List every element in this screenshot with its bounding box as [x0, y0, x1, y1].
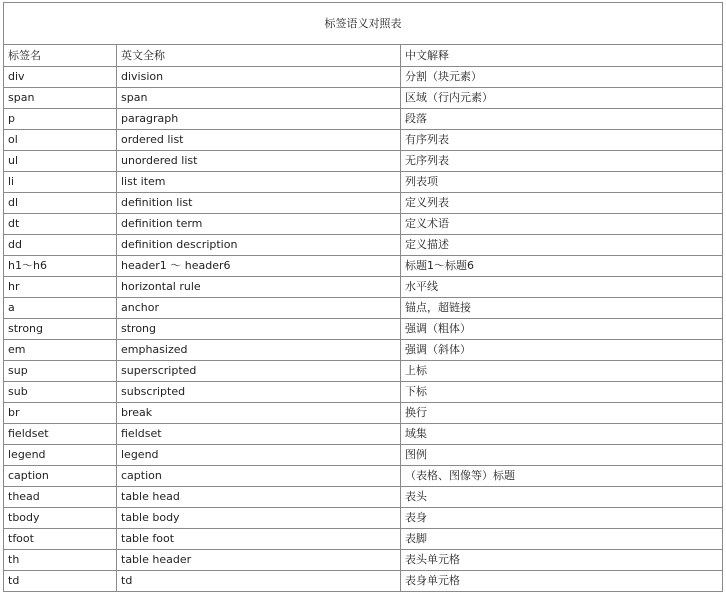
cell-english-name: emphasized	[117, 340, 401, 361]
cell-tag-name: hr	[4, 277, 117, 298]
cell-english-name: legend	[117, 445, 401, 466]
cell-chinese-meaning: 无序列表	[401, 151, 723, 172]
cell-chinese-meaning: 强调（斜体）	[401, 340, 723, 361]
cell-tag-name: span	[4, 88, 117, 109]
cell-tag-name: sub	[4, 382, 117, 403]
cell-tag-name: em	[4, 340, 117, 361]
table-row	[4, 130, 723, 151]
cell-english-name: caption	[117, 466, 401, 487]
cell-english-name: definition description	[117, 235, 401, 256]
cell-english-name: horizontal rule	[117, 277, 401, 298]
table-row	[4, 445, 723, 466]
cell-tag-name: dt	[4, 214, 117, 235]
table-row	[4, 571, 723, 592]
cell-english-name: fieldset	[117, 424, 401, 445]
table-row	[4, 193, 723, 214]
cell-chinese-meaning: 表头单元格	[401, 550, 723, 571]
cell-english-name: definition term	[117, 214, 401, 235]
cell-english-name: definition list	[117, 193, 401, 214]
table-row	[4, 151, 723, 172]
cell-english-name: paragraph	[117, 109, 401, 130]
cell-chinese-meaning: 区域（行内元素）	[401, 88, 723, 109]
cell-tag-name: caption	[4, 466, 117, 487]
cell-chinese-meaning: 图例	[401, 445, 723, 466]
cell-tag-name: dl	[4, 193, 117, 214]
cell-chinese-meaning: 表头	[401, 487, 723, 508]
cell-chinese-meaning: 表身单元格	[401, 571, 723, 592]
table-row	[4, 403, 723, 424]
cell-english-name: ordered list	[117, 130, 401, 151]
table-row	[4, 361, 723, 382]
cell-tag-name: a	[4, 298, 117, 319]
title-row	[4, 3, 723, 45]
header-tag-name: 标签名	[4, 45, 117, 67]
cell-chinese-meaning: 定义列表	[401, 193, 723, 214]
cell-tag-name: p	[4, 109, 117, 130]
table-row	[4, 529, 723, 550]
table-row	[4, 508, 723, 529]
cell-english-name: table head	[117, 487, 401, 508]
cell-chinese-meaning: 下标	[401, 382, 723, 403]
table-row	[4, 277, 723, 298]
cell-english-name: span	[117, 88, 401, 109]
tag-semantics-table	[3, 2, 723, 592]
cell-tag-name: h1～h6	[4, 256, 117, 277]
cell-english-name: strong	[117, 319, 401, 340]
header-row	[4, 45, 723, 67]
cell-chinese-meaning: （表格、图像等）标题	[401, 466, 723, 487]
cell-english-name: table foot	[117, 529, 401, 550]
cell-english-name: break	[117, 403, 401, 424]
cell-tag-name: tbody	[4, 508, 117, 529]
cell-chinese-meaning: 强调（粗体）	[401, 319, 723, 340]
cell-chinese-meaning: 定义术语	[401, 214, 723, 235]
table-row	[4, 235, 723, 256]
cell-chinese-meaning: 定义描述	[401, 235, 723, 256]
cell-tag-name: tfoot	[4, 529, 117, 550]
cell-english-name: header1 ～ header6	[117, 256, 401, 277]
cell-chinese-meaning: 水平线	[401, 277, 723, 298]
cell-tag-name: div	[4, 67, 117, 88]
cell-tag-name: fieldset	[4, 424, 117, 445]
cell-english-name: table body	[117, 508, 401, 529]
cell-chinese-meaning: 列表项	[401, 172, 723, 193]
cell-english-name: superscripted	[117, 361, 401, 382]
cell-chinese-meaning: 换行	[401, 403, 723, 424]
table-row	[4, 298, 723, 319]
table-row	[4, 88, 723, 109]
table-row	[4, 172, 723, 193]
cell-english-name: td	[117, 571, 401, 592]
cell-tag-name: ol	[4, 130, 117, 151]
cell-tag-name: strong	[4, 319, 117, 340]
cell-chinese-meaning: 域集	[401, 424, 723, 445]
table-row	[4, 487, 723, 508]
table-row	[4, 214, 723, 235]
table-row	[4, 67, 723, 88]
cell-chinese-meaning: 标题1～标题6	[401, 256, 723, 277]
header-chinese-meaning: 中文解释	[401, 45, 723, 67]
table-row	[4, 382, 723, 403]
cell-tag-name: legend	[4, 445, 117, 466]
header-english-name: 英文全称	[117, 45, 401, 67]
cell-english-name: list item	[117, 172, 401, 193]
cell-tag-name: sup	[4, 361, 117, 382]
table-row	[4, 550, 723, 571]
table-row	[4, 466, 723, 487]
cell-english-name: unordered list	[117, 151, 401, 172]
table-row	[4, 109, 723, 130]
table-title: 标签语义对照表	[4, 3, 723, 45]
table-row	[4, 340, 723, 361]
table-row	[4, 424, 723, 445]
cell-tag-name: li	[4, 172, 117, 193]
cell-tag-name: br	[4, 403, 117, 424]
cell-chinese-meaning: 段落	[401, 109, 723, 130]
cell-tag-name: th	[4, 550, 117, 571]
cell-chinese-meaning: 上标	[401, 361, 723, 382]
table-row	[4, 256, 723, 277]
cell-chinese-meaning: 分割（块元素）	[401, 67, 723, 88]
cell-english-name: table header	[117, 550, 401, 571]
cell-tag-name: thead	[4, 487, 117, 508]
cell-english-name: division	[117, 67, 401, 88]
cell-chinese-meaning: 表身	[401, 508, 723, 529]
cell-tag-name: td	[4, 571, 117, 592]
cell-tag-name: ul	[4, 151, 117, 172]
cell-english-name: subscripted	[117, 382, 401, 403]
cell-english-name: anchor	[117, 298, 401, 319]
cell-chinese-meaning: 表脚	[401, 529, 723, 550]
table-row	[4, 319, 723, 340]
cell-chinese-meaning: 有序列表	[401, 130, 723, 151]
table-body	[4, 3, 723, 592]
cell-chinese-meaning: 锚点，超链接	[401, 298, 723, 319]
cell-tag-name: dd	[4, 235, 117, 256]
